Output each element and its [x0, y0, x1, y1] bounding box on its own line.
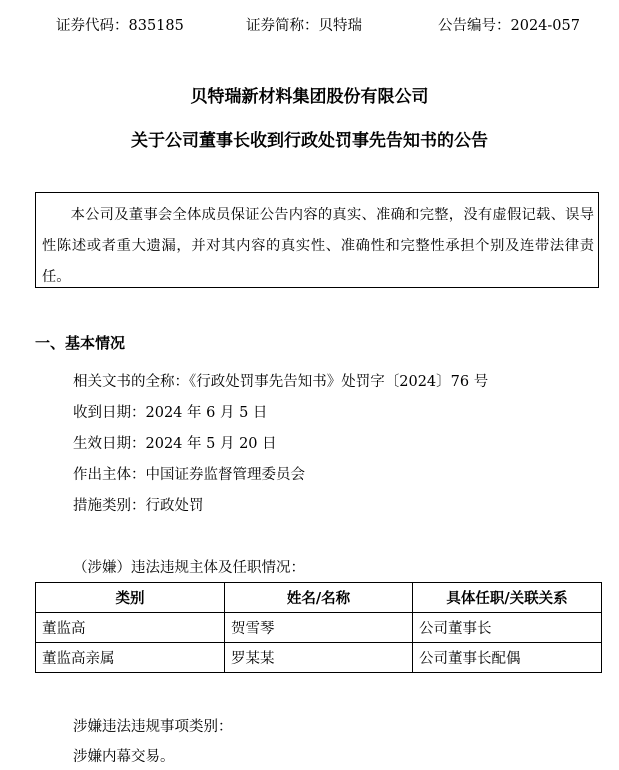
table-row [36, 613, 602, 643]
issuing-authority: 作出主体：中国证券监督管理委员会 [73, 467, 305, 483]
violation-category-label: 涉嫌违法违规事项类别： [73, 719, 233, 735]
position-cell: 公司董事长配偶 [413, 643, 602, 673]
table-row [36, 643, 602, 673]
violator-info-label: （涉嫌）违法违规主体及任职情况： [73, 560, 305, 576]
name-cell: 罗某某 [225, 643, 413, 673]
announcement-number: 公告编号：2024-057 [438, 18, 580, 34]
company-name: 贝特瑞新材料集团股份有限公司 [190, 87, 429, 107]
column-header-position: 具体任职/关联关系 [413, 583, 602, 613]
effective-date: 生效日期：2024 年 5 月 20 日 [73, 436, 277, 452]
name-cell: 贺雪琴 [225, 613, 413, 643]
stock-code: 证券代码：835185 [56, 18, 184, 34]
measure-type: 措施类别：行政处罚 [73, 498, 204, 514]
stock-name: 证券简称：贝特瑞 [246, 18, 362, 34]
table-header-row [36, 583, 602, 613]
violation-category-value: 涉嫌内幕交易。 [73, 749, 175, 765]
received-date: 收到日期：2024 年 6 月 5 日 [73, 405, 268, 421]
violator-table [35, 582, 602, 673]
section-heading-basic-info: 一、基本情况 [35, 334, 126, 352]
category-cell: 董监高 [36, 613, 225, 643]
column-header-category: 类别 [36, 583, 225, 613]
column-header-name: 姓名/名称 [225, 583, 413, 613]
announcement-title: 关于公司董事长收到行政处罚事先告知书的公告 [131, 131, 488, 151]
document-full-name: 相关文书的全称：《行政处罚事先告知书》处罚字〔2024〕76 号 [73, 374, 489, 390]
category-cell: 董监高亲属 [36, 643, 225, 673]
position-cell: 公司董事长 [413, 613, 602, 643]
board-guarantee-statement: 本公司及董事会全体成员保证公告内容的真实、准确和完整，没有虚假记载、误导性陈述或者重大遗漏，并对其内容的真实性、准确性和完整性承担个别及连带法律责任。 [42, 207, 594, 285]
